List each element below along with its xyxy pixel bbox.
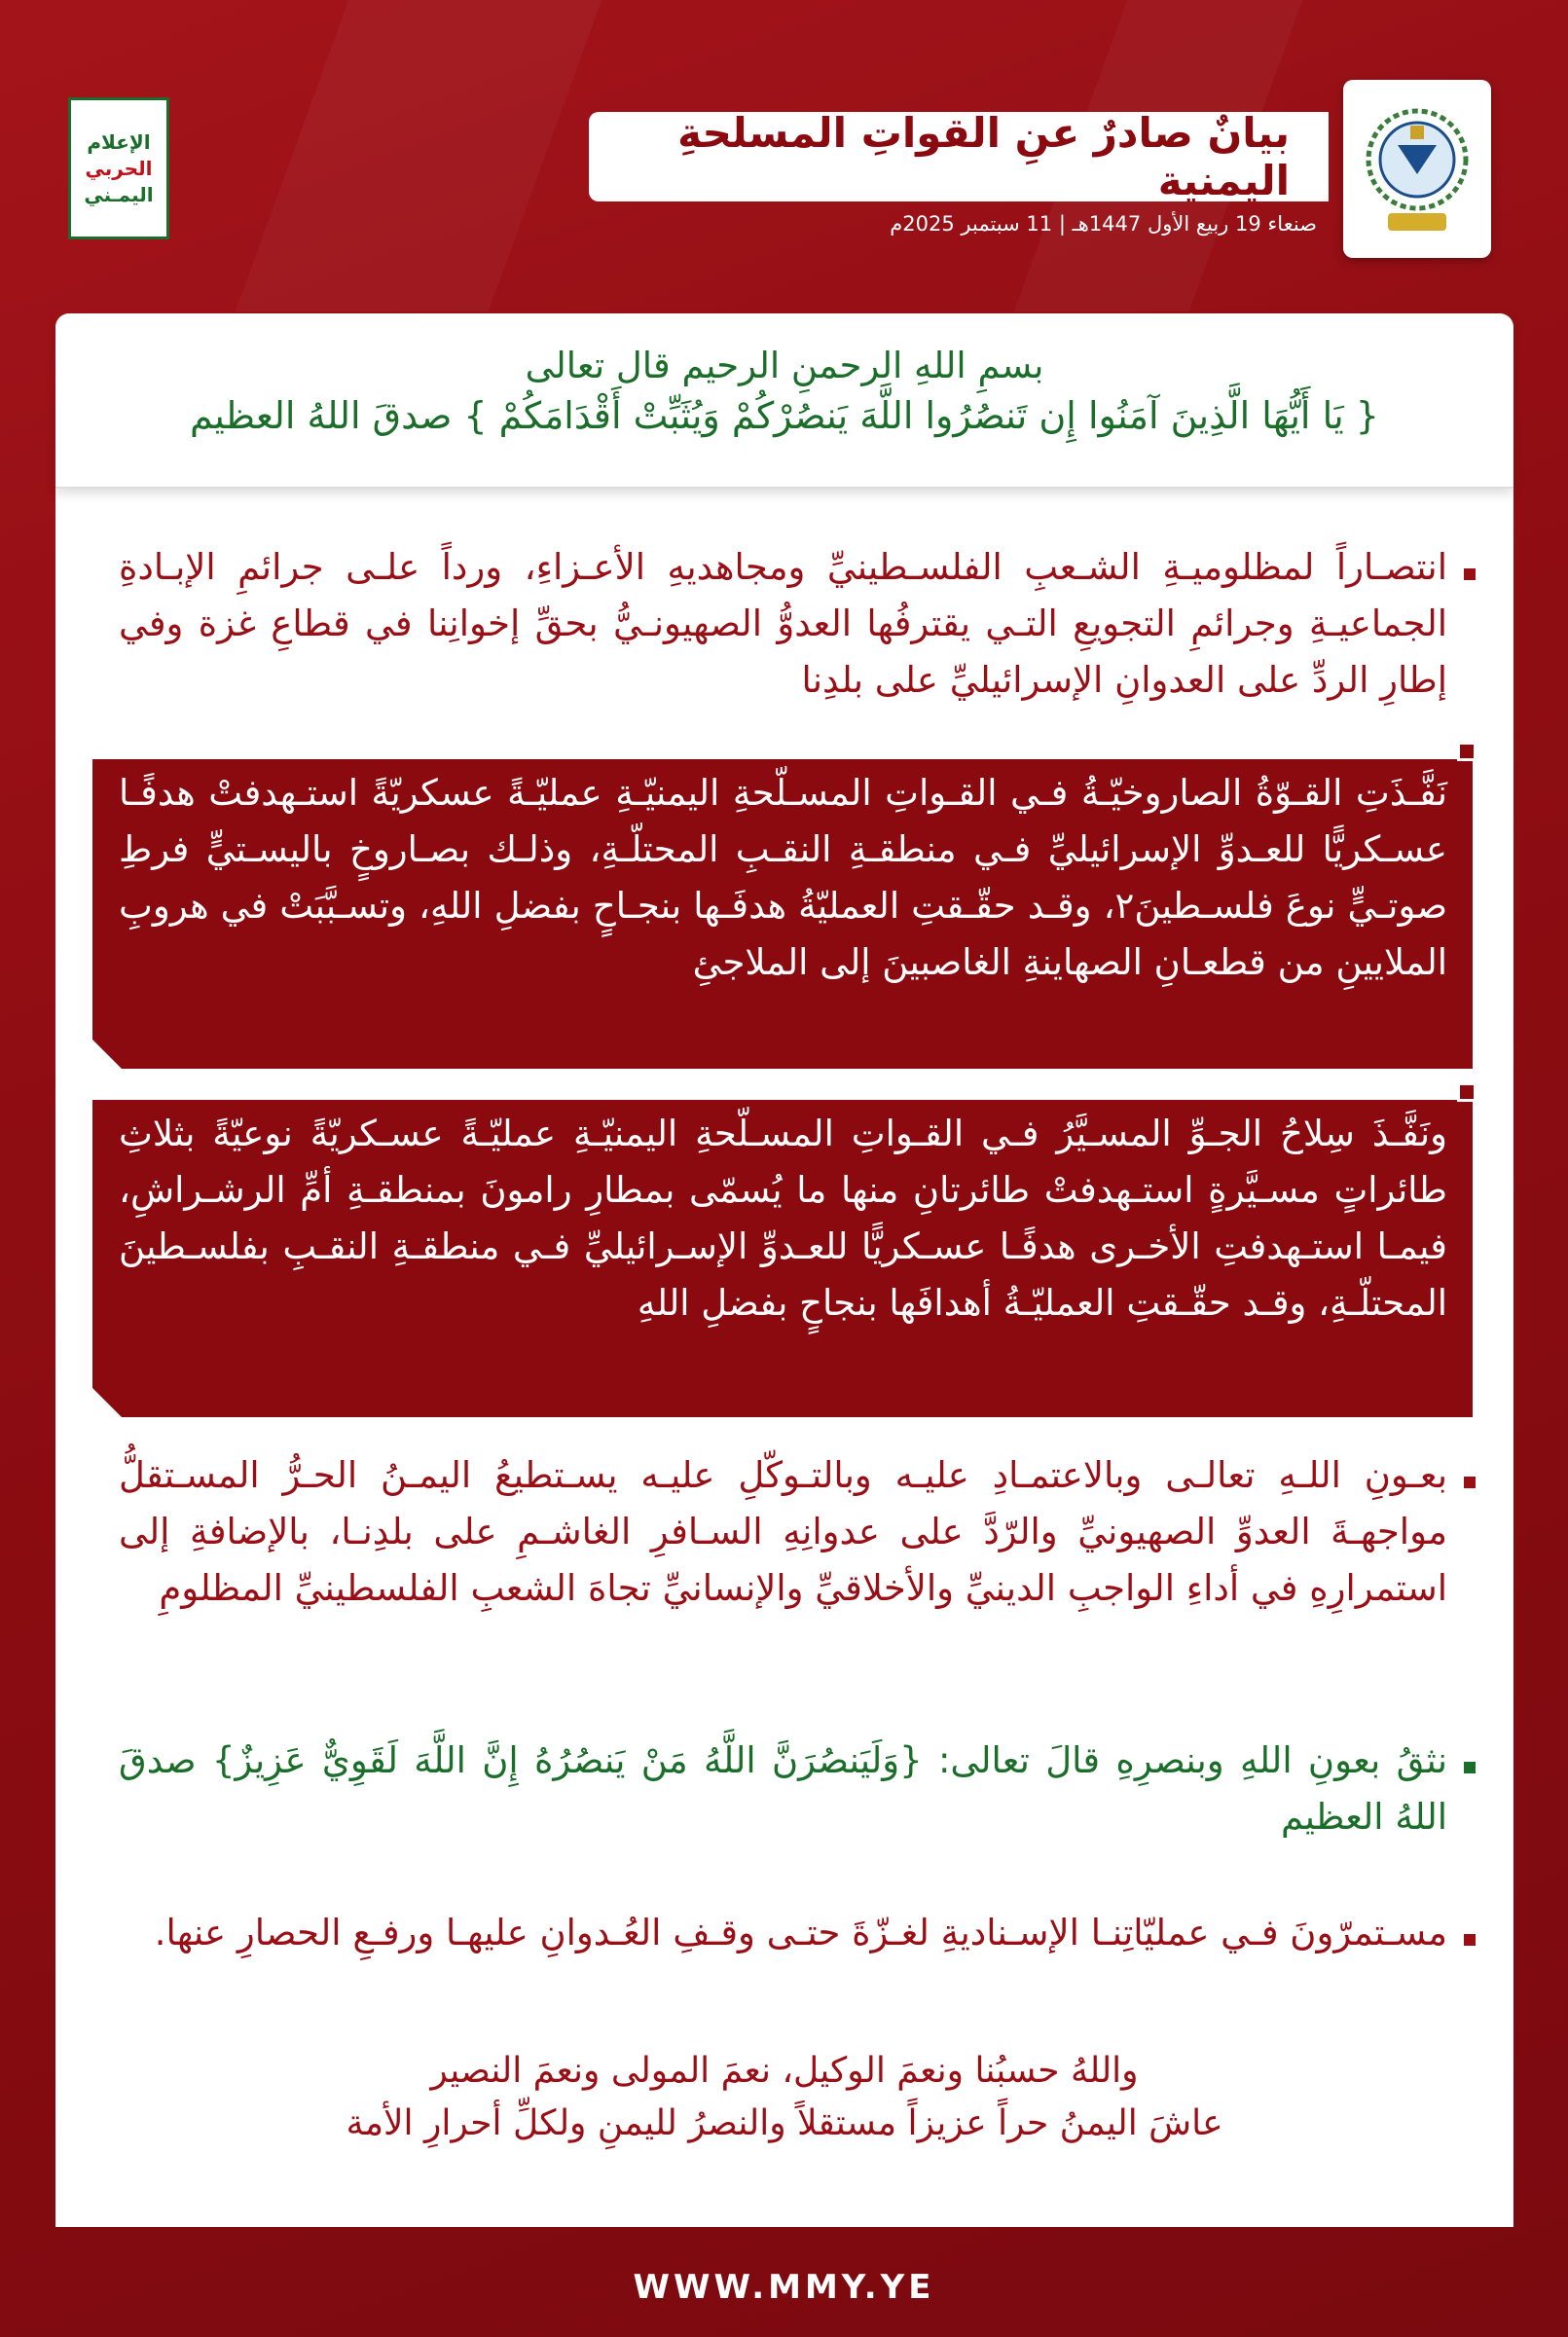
band-corner-icon: [1457, 1082, 1477, 1102]
statement-title-box: [589, 109, 1329, 204]
statement-title: بيانٌ صادرٌ عنِ القواتِ المسلحةِ اليمنية: [677, 109, 1290, 204]
paragraph-1: انتصـاراً لمظلوميـةِ الشـعبِ الفلسـطينيِّ ومجاهديهِ الأعـزاءِ، ورداً علـى جرائمِ الإبـادةِ الجماعيـةِ وجرائمِ التجويعِ التـي يقترفُها العدوُّ الصهيونـيُّ بحقِّ إخوانِنا في قطاعِ غزة وفي إطارِ الردِّ على العدوانِ الإسرائيليِّ على بلدِنا: [119, 546, 1447, 701]
armed-forces-emblem: [1343, 80, 1491, 258]
military-media-logo: [68, 97, 169, 239]
quran-verse: { يَا أَيُّهَا الَّذِينَ آمَنُوا إِن تَنصُرُوا اللَّهَ يَنصُرْكُمْ وَيُثَبِّتْ أَقْدَامَكُمْ } صدقَ اللهُ العظيم: [190, 394, 1379, 437]
card-header: [55, 313, 1513, 489]
website-link[interactable]: WWW.MMY.YE: [633, 2268, 935, 2307]
paragraph-2: نَفَّـذَتِ القـوّةُ الصاروخيّـةُ فـي القـواتِ المسـلّحةِ اليمنيّـةِ عمليّـةً عسكريّةً استـهدفتْ هدفًـا عسـكريًّا للعـدوِّ الإسرائيليِّ فـي منطقـةِ النقـبِ المحتلّـةِ، وذلـك بصـاروخٍ باليسـتيٍّ فرطِ صوتـيٍّ نوعَ فلسـطينَ٢، وقـد حقّـقتِ العمليّةُ هدفَـها بنجـاحٍ بفضلِ اللهِ، وتسـبَّبَتْ في هروبِ الملايينِ من قطعـانِ الصهاينةِ الغاصبينَ إلى الملاجئِ: [119, 772, 1447, 983]
bullet-icon: [1464, 1762, 1476, 1773]
bullet-icon: [1464, 1934, 1476, 1946]
paragraph-4: بعـونِ اللـهِ تعالـى وبالاعتمـادِ عليـه وبالتـوكّلِ عليـه يسـتطيعُ اليمـنُ الحـرُّ المسـتقلُّ مواجهـةَ العدوِّ الصهيونيِّ والرّدَّ على عدوانِهِ السـافرِ الغاشـمِ على بلدِنـا، بالإضافةِ إلى استمرارِهِ في أداءِ الواجبِ الدينيِّ والأخلاقيِّ والإنسانيِّ تجاهَ الشعبِ الفلسطينيِّ المظلومِ: [119, 1454, 1447, 1609]
statement-card: [55, 313, 1513, 2227]
closing-line-1: واللهُ حسبُنا ونعمَ الوكيل، نعمَ المولى ونعمَ النصير: [430, 2051, 1139, 2091]
bullet-icon: [1464, 568, 1476, 580]
media-logo-line2: الحربي: [85, 156, 153, 180]
media-logo-line3: اليمـني: [84, 182, 154, 206]
basmala-text: بسمِ اللهِ الرحمنِ الرحيم قال تعالى: [525, 345, 1044, 386]
paragraph-5: نثقُ بعونِ اللهِ وبنصرِهِ قالَ تعالى: {وَلَيَنصُرَنَّ اللَّهُ مَنْ يَنصُرُهُ إِنَّ اللَّهَ لَقَوِيٌّ عَزِيزٌ} صدقَ اللهُ العظيم: [119, 1739, 1447, 1838]
paragraph-3: ونَفَّـذَ سِلاحُ الجـوِّ المسـيَّرُ فـي القـواتِ المسـلّحةِ اليمنيّـةِ عمليّـةً عسـكريّةً نوعيّةً بثلاثِ طائراتٍ مسـيَّرةٍ استـهدفتْ طائرتانِ منها ما يُسمّى بمطارِ رامونَ بمنطقـةِ أمِّ الرشـراشِ، فيمـا استـهدفتِ الأخـرى هدفًـا عسـكريًّا للعـدوِّ الإسـرائيليِّ فـي منطقـةِ النقـبِ بفلسـطينَ المحتلّـةِ، وقـد حقّـقتِ العمليّـةُ أهدافَها بنجاحٍ بفضلِ اللهِ: [119, 1113, 1447, 1324]
armed-forces-emblem-icon: [1354, 91, 1480, 247]
bullet-icon: [1464, 1477, 1476, 1488]
band-corner-icon: [1457, 742, 1477, 761]
media-logo-line1: الإعلام: [87, 129, 151, 154]
statement-date: صنعاء 19 ربيع الأول 1447هـ | 11 سبتمبر 2025م: [890, 212, 1317, 236]
closing-line-2: عاشَ اليمنُ حراً عزيزاً مستقلاً والنصرُ لليمنِ ولكلِّ أحرارِ الأمة: [346, 2103, 1223, 2143]
background-decoration: [236, 0, 602, 311]
paragraph-6: مسـتمرّونَ فـي عمليّاتِنـا الإسـناديةِ لغـزّةَ حتـى وقـفِ العُـدوانِ عليهـا ورفـعِ الحصارِ عنها.: [154, 1912, 1447, 1954]
